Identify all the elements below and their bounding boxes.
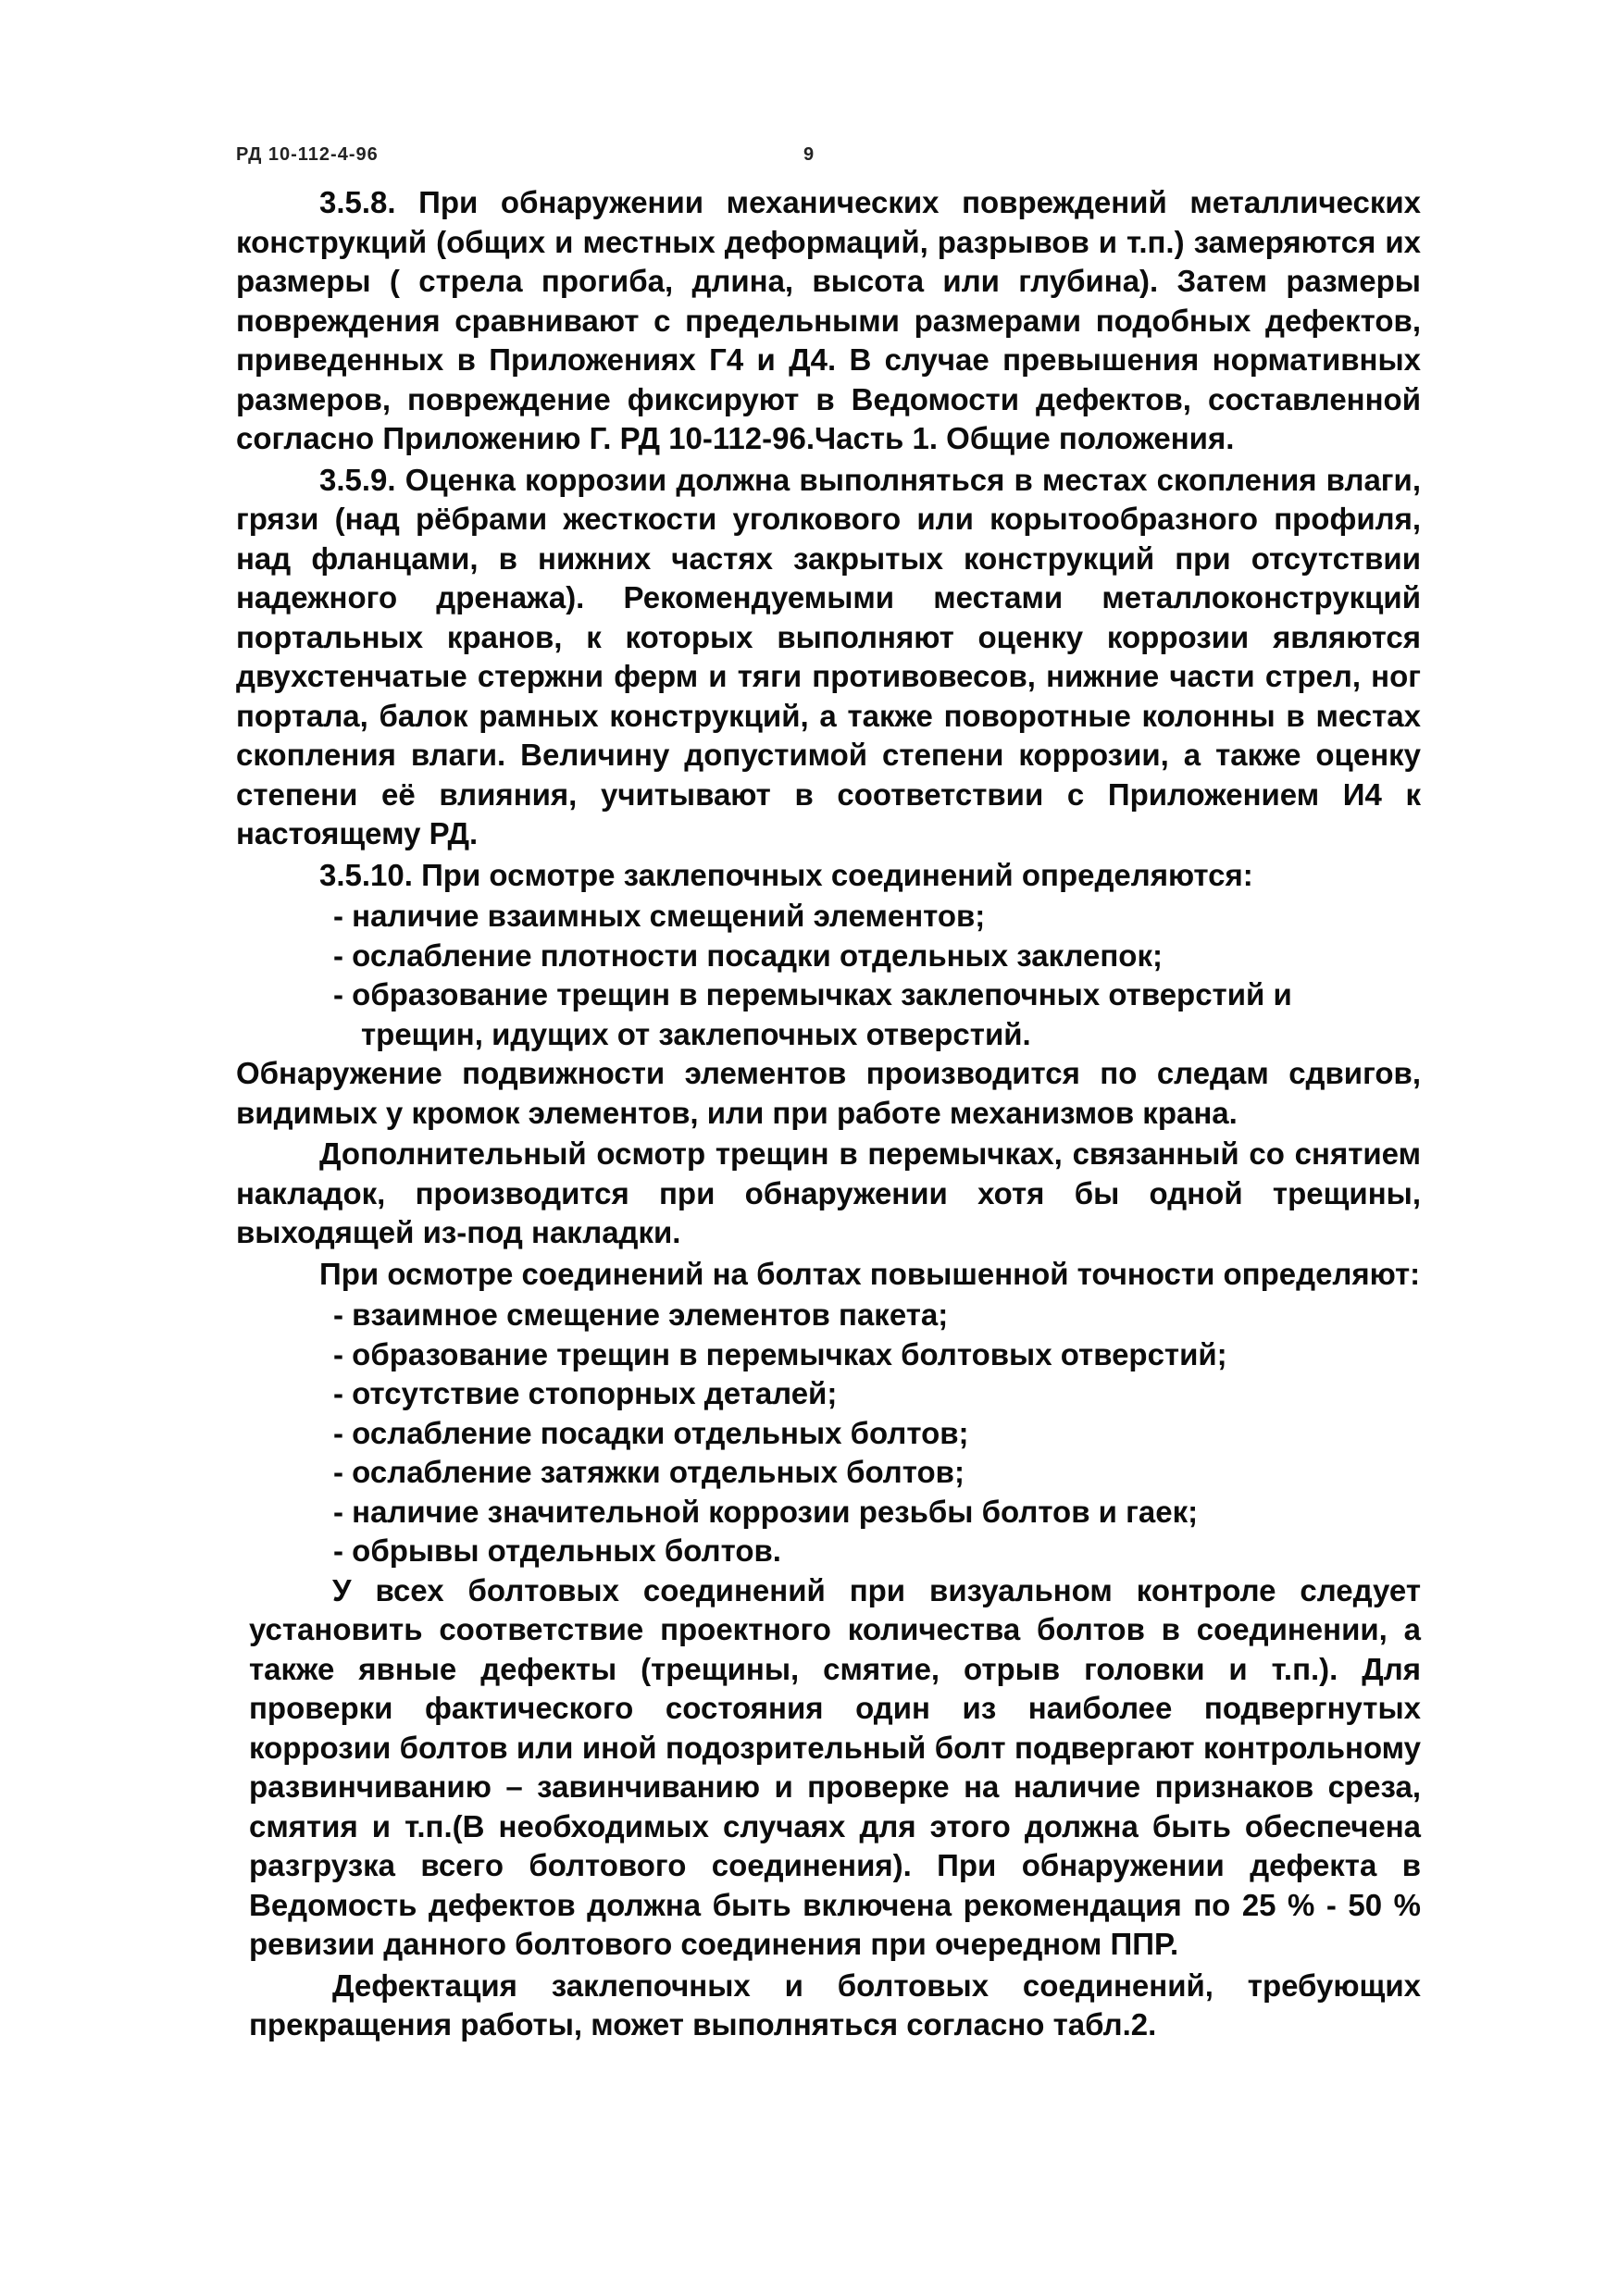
- bolt-check-list: [236, 1296, 1421, 1571]
- rivet-check-list: [236, 897, 1421, 1054]
- list-item: - образование трещин в перемычках заклепочных отверстий и: [333, 977, 1292, 1011]
- page-number: 9: [803, 144, 815, 165]
- paragraph-3-5-9: 3.5.9. Оценка коррозии должна выполняться в местах скопления влаги, грязи (над рёбрами жесткости уголкового или корытообразного профиля, над фланцами, в нижних частях закрытых конструкций при отсутствии надежного дренажа). Рекомендуемыми местами металлоконструкций портальных кранов, к которых выполняют оценку коррозии являются двухстенчатые стержни ферм и тяги противовесов, нижние части стрел, ног портала, балок рамных конструкций, а также поворотные колонны в местах скопления влаги. Величину допустимой степени коррозии, а также оценку степени её влияния, учитывают в соответствии с Приложением И4 к настоящему РД.: [236, 462, 1421, 850]
- paragraph-all-bolted-joints: У всех болтовых соединений при визуальном контроле следует установить соответствие проектного количества болтов в соединении, а также явные дефекты (трещины, смятие, отрыв головки и т.п.). Для проверки фактического состояния один из наиболее подвергнутых коррозии болтов или иной подозрительный болт подвергают контрольному развинчиванию – завинчиванию и проверке на наличие признаков среза, смятия и т.п.(В необходимых случаях для этого должна быть обеспечена разгрузка всего болтового соединения). При обнаружении дефекта в Ведомость дефектов должна быть включена рекомендация по 25 % - 50 % ревизии данного болтового соединения при очередном ППР.: [249, 1572, 1421, 1961]
- list-item: - ослабление плотности посадки отдельных заклепок;: [333, 937, 1163, 973]
- document-code: РД 10-112-4-96: [236, 144, 379, 165]
- list-item: - обрывы отдельных болтов.: [333, 1533, 781, 1568]
- paragraph-bolts-intro: При осмотре соединений на болтах повышенной точности определяют:: [319, 1256, 1421, 1291]
- document-body: [236, 183, 1421, 2047]
- list-item-continuation: трещин, идущих от заклепочных отверстий.: [361, 1016, 1031, 1051]
- list-item: - образование трещин в перемычках болтовых отверстий;: [333, 1336, 1227, 1371]
- paragraph-3-5-8: 3.5.8. При обнаружении механических повреждений металлических конструкций (общих и местных деформаций, разрывов и т.п.) замеряются их размеры ( стрела прогиба, длина, высота или глубина). Затем размеры повреждения сравнивают с предельными размерами подобных дефектов, приведенных в Приложениях Г4 и Д4. В случае превышения нормативных размеров, повреждение фиксируют в Ведомости дефектов, составленной согласно Приложению Г. РД 10-112-96.Часть 1. Общие положения.: [236, 185, 1421, 455]
- list-item: - наличие взаимных смещений элементов;: [333, 899, 986, 933]
- paragraph-additional-inspection: Дополнительный осмотр трещин в перемычках, связанный со снятием накладок, производится при обнаружении хотя бы одной трещины, выходящей из-под накладки.: [236, 1136, 1421, 1249]
- paragraph-3-5-10: 3.5.10. При осмотре заклепочных соединений определяются:: [319, 857, 1253, 892]
- list-item: - ослабление посадки отдельных болтов;: [333, 1415, 969, 1450]
- list-item: - наличие значительной коррозии резьбы болтов и гаек;: [333, 1494, 1199, 1529]
- list-item: - отсутствие стопорных деталей;: [333, 1376, 838, 1410]
- list-item: - ослабление затяжки отдельных болтов;: [333, 1455, 965, 1489]
- list-item: - взаимное смещение элементов пакета;: [333, 1297, 949, 1332]
- paragraph-mobility: Обнаружение подвижности элементов производится по следам сдвигов, видимых у кромок элементов, или при работе механизмов крана.: [236, 1056, 1421, 1130]
- paragraph-defect-assessment: Дефектация заклепочных и болтовых соединений, требующих прекращения работы, может выполняться согласно табл.2.: [249, 1967, 1421, 2042]
